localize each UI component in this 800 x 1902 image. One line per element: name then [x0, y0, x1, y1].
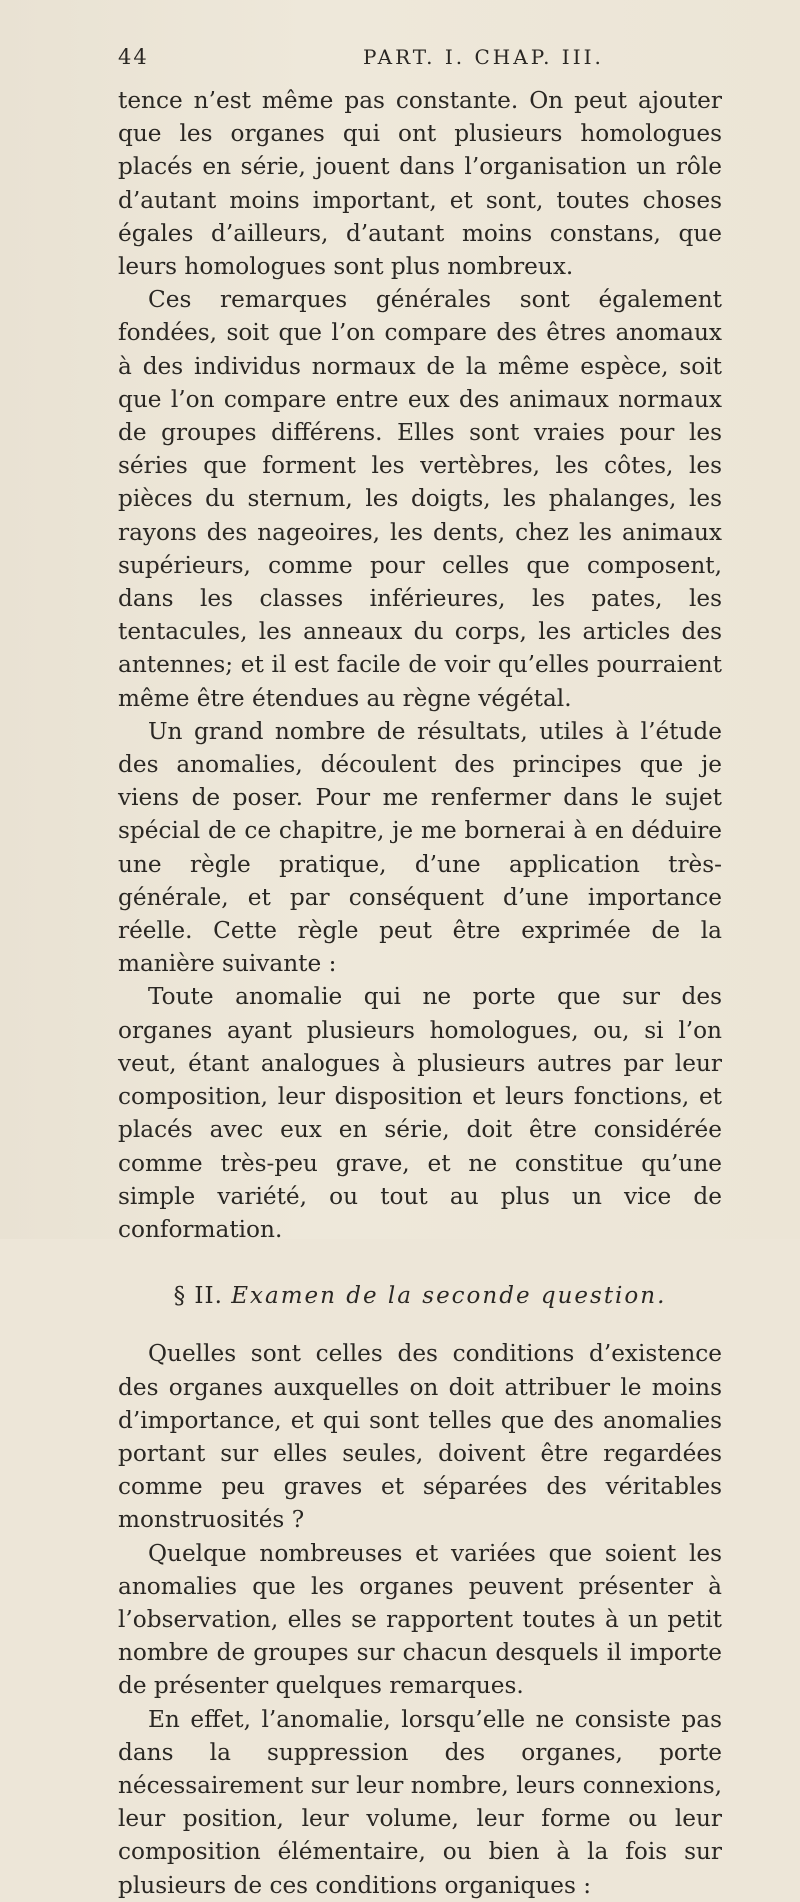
running-head	[118, 45, 718, 75]
paragraph: Un grand nombre de résultats, utiles à l’étude des anomalies, découlent des principes que je viens de poser. Pour me renfermer dans le sujet spécial de ce chapitre, je me bornerai à en déduire une règle pratique, d’une application très-générale, et par conséquent d’une importance réelle. Cette règle peut être exprimée de la manière suivante :	[118, 717, 722, 978]
section-heading	[118, 1280, 722, 1313]
paragraph-continuation: tence n’est même pas constante. On peut ajouter que les organes qui ont plusieurs homologues placés en série, jouent dans l’organisation un rôle d’autant moins important, et sont, toutes choses égales d’ailleurs, d’autant moins constans, que leurs homologues sont plus nombreux.	[118, 87, 722, 281]
paragraph-question: Quelles sont celles des conditions d’existence des organes auxquelles on doit attribuer le moins d’importance, et qui sont telles que des anomalies portant sur elles seules, doivent être regardées comme peu graves et séparées des véritables monstruosités ?	[118, 1340, 722, 1534]
running-title: PART. I. CHAP. III.	[363, 45, 604, 69]
paragraph: Quelque nombreuses et variées que soient les anomalies que les organes peuvent présenter à l’observation, elles se rapportent toutes à un petit nombre de groupes sur chacun desquels il importe de présenter quelques remarques.	[118, 1539, 722, 1700]
page-number: 44	[118, 45, 149, 69]
section-number: § II.	[173, 1283, 223, 1310]
paragraph-rule: Toute anomalie qui ne porte que sur des organes ayant plusieurs homologues, ou, si l’on veut, étant analogues à plusieurs autres par leur composition, leur disposition et leurs fonctions, et placés avec eux en série, doit être considérée comme très-peu grave, et ne constitue qu’une simple variété, ou tout au plus un vice de conformation.	[118, 983, 722, 1243]
paragraph: Ces remarques générales sont également fondées, soit que l’on compare des êtres anomaux à des individus normaux de la même espèce, soit que l’on compare entre eux des animaux normaux de groupes différens. Elles sont vraies pour les séries que forment les vertèbres, les côtes, les pièces du sternum, les doigts, les phalanges, les rayons des nageoires, les dents, chez les animaux supérieurs, comme pour celles que composent, dans les classes inférieures, les pates, les tentacules, les anneaux du corps, les articles des antennes; et il est facile de voir qu’elles pourraient même être étendues au règne végétal.	[118, 286, 722, 712]
paragraph: En effet, l’anomalie, lorsqu’elle ne consiste pas dans la suppression des organes, porte nécessairement sur leur nombre, leurs connexions, leur position, leur volume, leur forme ou leur composition élémentaire, ou bien à la fois sur plusieurs de ces conditions organiques :	[118, 1705, 722, 1899]
body-text	[118, 84, 722, 1902]
section-title: Examen de la seconde question.	[231, 1283, 667, 1310]
